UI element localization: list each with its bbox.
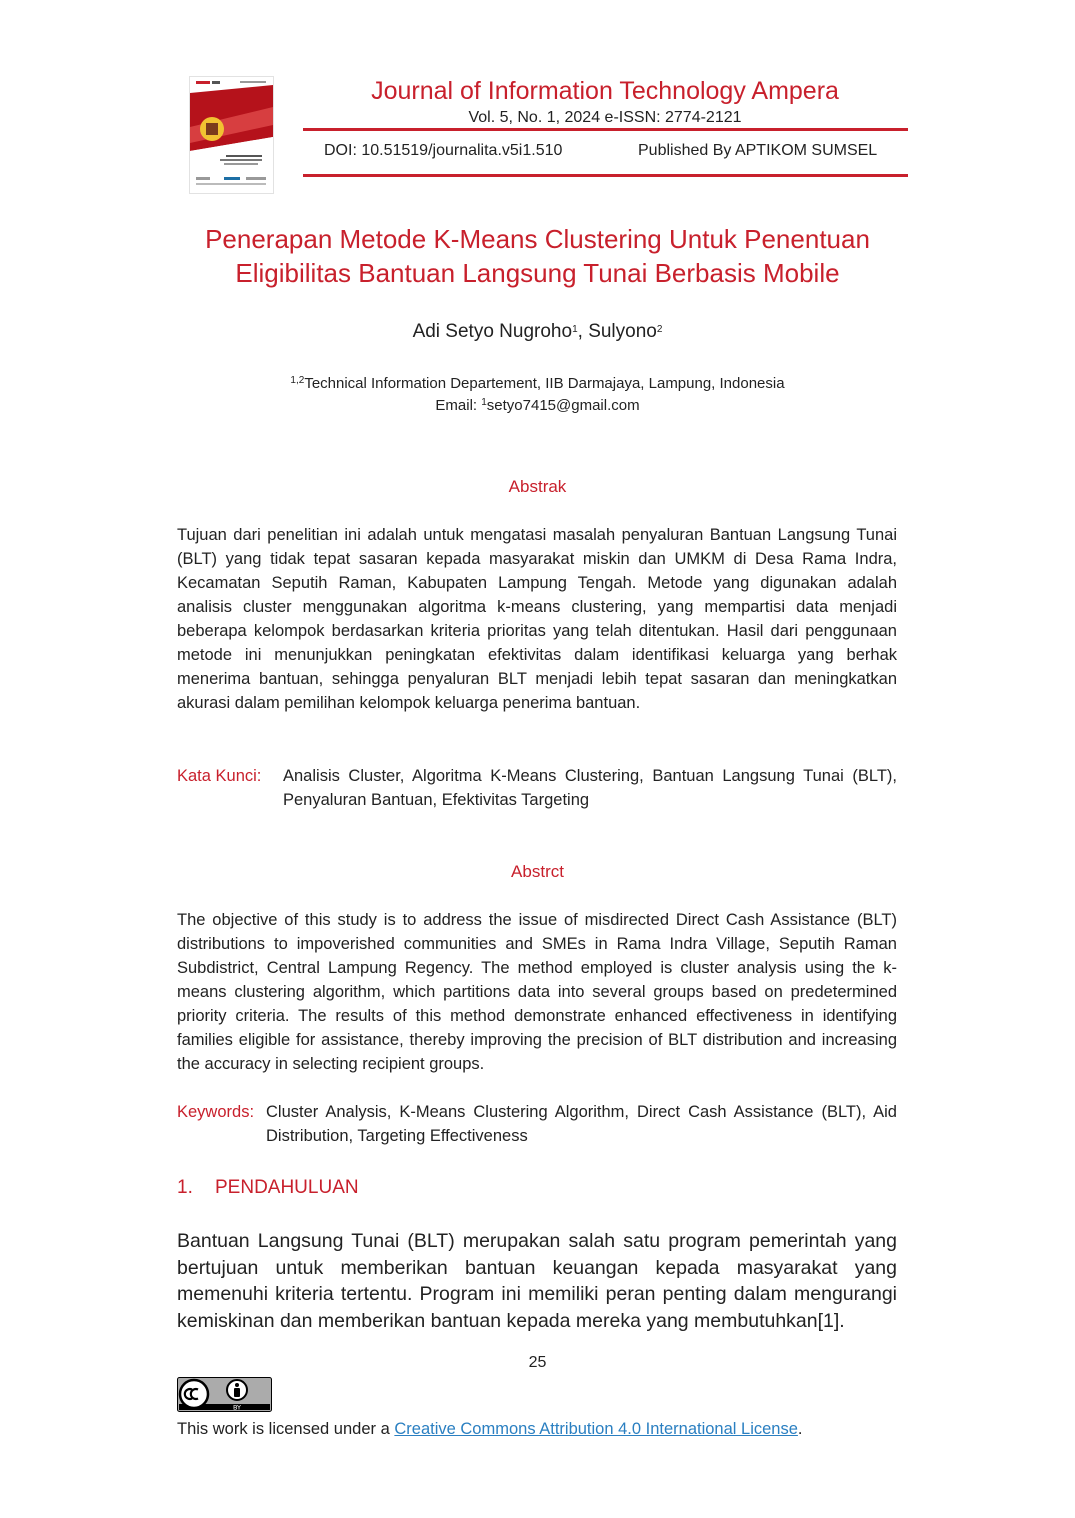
journal-cover-thumbnail xyxy=(189,76,274,194)
keywords-id-text: Analisis Cluster, Algoritma K-Means Clustering, Bantuan Langsung Tunai (BLT), Penyaluran Bantuan, Efektivitas Targeting xyxy=(283,767,897,809)
author-name: Sulyono xyxy=(588,321,657,342)
affiliation-text: Technical Information Departement, IIB Darmajaya, Lampung, Indonesia xyxy=(304,375,785,392)
paper-title-line: Eligibilitas Bantuan Langsung Tunai Berbasis Mobile xyxy=(235,258,840,288)
paper-title-line: Penerapan Metode K-Means Clustering Untuk Penentuan xyxy=(205,224,870,254)
keywords-en-text: Cluster Analysis, K-Means Clustering Algorithm, Direct Cash Assistance (BLT), Aid Distribution, Targeting Effectiveness xyxy=(266,1103,897,1145)
page-number: 25 xyxy=(528,1354,547,1371)
author-name: Adi Setyo Nugroho xyxy=(412,321,573,342)
license-notice xyxy=(177,1418,803,1440)
cc-by-badge xyxy=(177,1377,272,1417)
keywords-en xyxy=(177,1100,897,1148)
license-suffix: . xyxy=(797,1420,803,1438)
license-link[interactable]: Creative Commons Attribution 4.0 International License xyxy=(394,1420,798,1438)
section-title: PENDAHULUAN xyxy=(215,1177,359,1198)
paper-title xyxy=(150,222,925,290)
section-number: 1. xyxy=(177,1177,193,1198)
keywords-id-label: Kata Kunci: xyxy=(177,767,262,785)
abstract-id-heading: Abstrak xyxy=(508,477,567,496)
email-mark: 1 xyxy=(481,397,487,408)
section-heading xyxy=(177,1176,359,1200)
author-separator: , xyxy=(577,321,589,342)
journal-volume-issn: Vol. 5, No. 1, 2024 e-ISSN: 2774-2121 xyxy=(468,109,742,126)
keywords-en-label: Keywords: xyxy=(177,1103,255,1121)
abstract-id-text: Tujuan dari penelitian ini adalah untuk mengatasi masalah penyaluran Bantuan Langsung Tunai (BLT) yang tidak tepat sasaran kepada masyarakat miskin dan UMKM di Desa Rama Indra, Kecamatan Seputih Raman, Kabupaten Lampung Tengah. Metode yang digunakan adalah analisis cluster menggunakan algoritma k-means clustering, yang mempartisi data menjadi beberapa kelompok berdasarkan kriteria prioritas yang telah ditentukan. Hasil dari penggunaan metode ini menunjukkan peningkatan efektivitas dalam identifikasi keluarga yang berhak menerima bantuan, sehingga penyaluran BLT menjadi lebih tepat sasaran dan meningkatkan akurasi dalam pemilihan kelompok keluarga penerima bantuan. xyxy=(177,526,897,712)
doi: DOI: 10.51519/journalita.v5i1.510 xyxy=(324,142,563,159)
abstract-en-text: The objective of this study is to address the issue of misdirected Direct Cash Assistance (BLT) distributions to impoverished communities and SMEs in Rama Indra Village, Seputih Raman Subdistrict, Central Lampung Regency. The method employed is cluster analysis using the k-means clustering algorithm, which partitions data into several groups based on predetermined priority criteria. The results of this method demonstrate enhanced effectiveness in identifying families eligible for assistance, thereby improving the precision of BLT distribution and increasing the accuracy in selecting recipient groups. xyxy=(177,911,897,1073)
author-affiliation-mark: 1 xyxy=(572,324,578,335)
cc-badge-label: BY xyxy=(232,1403,242,1412)
journal-cover-icon xyxy=(190,77,273,193)
author-email xyxy=(150,396,925,416)
affiliation-mark: 1,2 xyxy=(290,375,305,386)
section-body-text: Bantuan Langsung Tunai (BLT) merupakan salah satu program pemerintah yang bertujuan untuk memberikan bantuan keuangan kepada masyarakat yang memenuhi kriteria tertentu. Program ini memiliki peran penting dalam mengurangi kemiskinan dan memberikan bantuan kepada mereka yang membutuhkan[1]. xyxy=(177,1230,897,1332)
creative-commons-by-icon xyxy=(177,1377,272,1412)
email-address: setyo7415@gmail.com xyxy=(486,397,640,414)
affiliation xyxy=(150,374,925,394)
publisher: Published By APTIKOM SUMSEL xyxy=(638,142,878,159)
email-label: Email: xyxy=(435,397,482,414)
author-affiliation-mark: 2 xyxy=(656,324,663,335)
license-prefix: This work is licensed under a xyxy=(177,1420,395,1438)
journal-name: Journal of Information Technology Ampera xyxy=(371,77,839,105)
header-divider-bottom xyxy=(303,174,908,177)
keywords-id xyxy=(177,764,897,812)
authors xyxy=(150,320,925,344)
header-divider-top xyxy=(303,128,908,131)
abstract-en-heading: Abstrct xyxy=(511,862,564,881)
